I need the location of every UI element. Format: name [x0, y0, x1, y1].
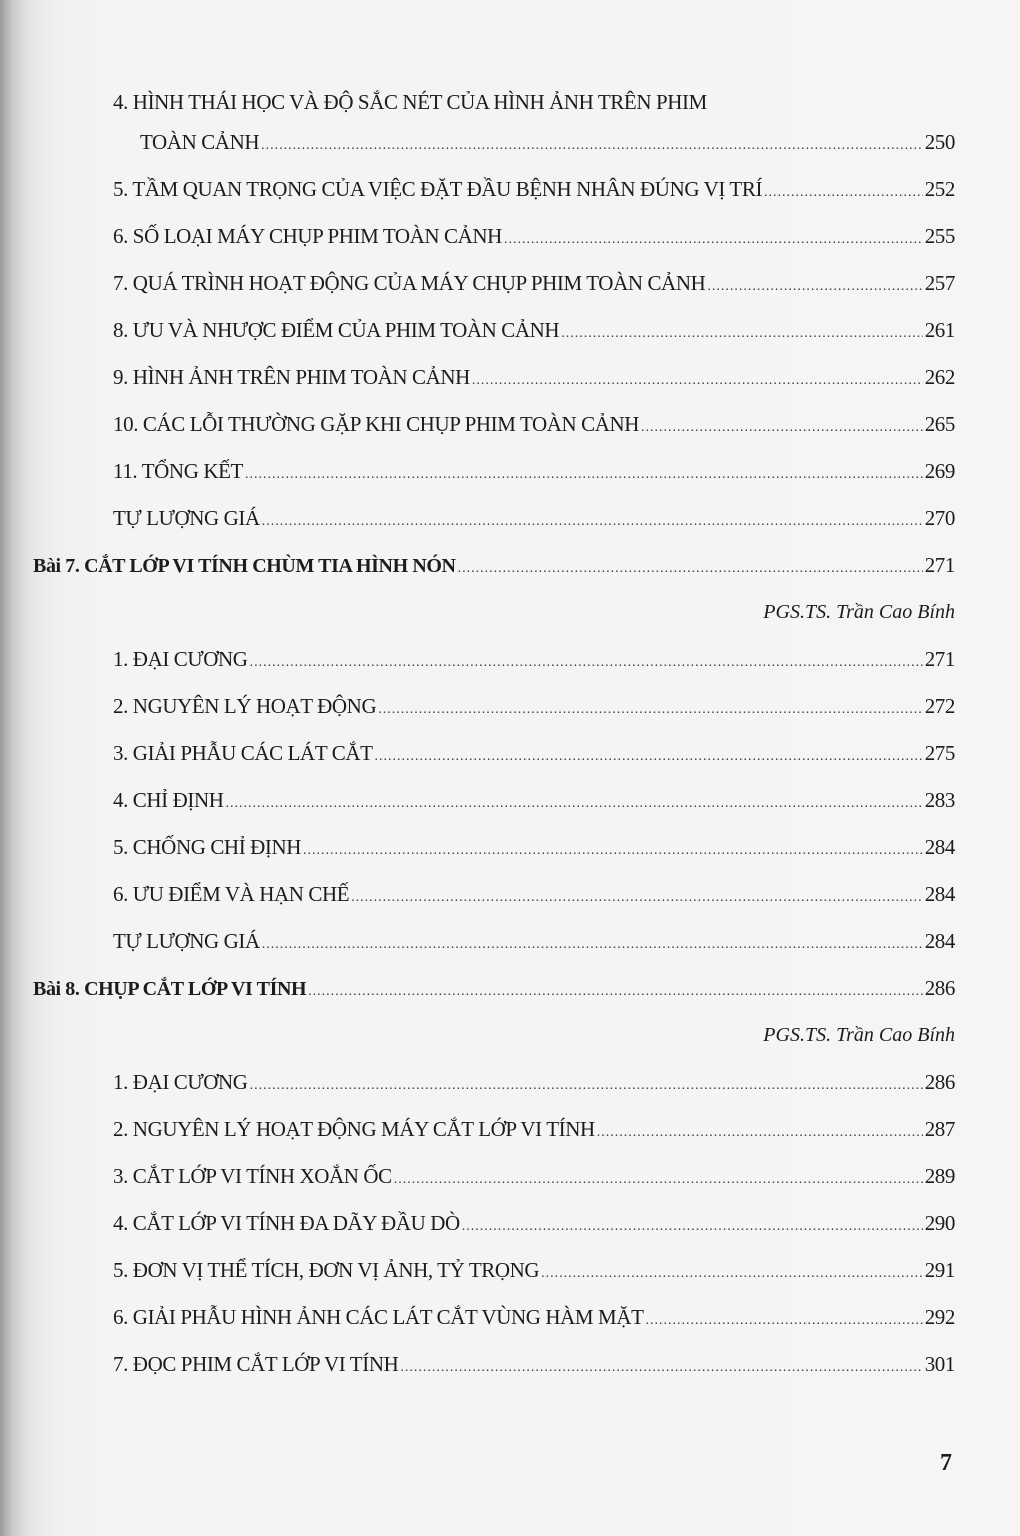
entry-title: 5. CHỐNG CHỈ ĐỊNH: [113, 835, 302, 859]
entry-title: 4. CẮT LỚP VI TÍNH ĐA DÃY ĐẦU DÒ: [113, 1211, 460, 1235]
entry-page-number: 257: [924, 271, 955, 295]
entry-page-number: 269: [924, 459, 955, 483]
leader-dots: [646, 1306, 923, 1336]
entry-page-number: 286: [924, 1070, 955, 1094]
toc-entry: [113, 926, 955, 956]
leader-dots: [641, 413, 923, 443]
leader-dots: [597, 1118, 923, 1148]
leader-dots: [226, 789, 923, 819]
leader-dots: [400, 1353, 922, 1383]
toc-entry: [113, 87, 955, 117]
toc-entry: [113, 362, 955, 392]
leader-dots: [262, 930, 923, 960]
entry-page-number: 284: [924, 835, 955, 859]
page-number: 7: [940, 1450, 952, 1476]
toc-entry: [113, 1114, 955, 1144]
toc-entry: [113, 409, 955, 439]
entry-title: Bài 8. CHỤP CẮT LỚP VI TÍNH: [33, 978, 307, 1000]
toc-entry: [113, 1302, 955, 1332]
author-credit: PGS.TS. Trần Cao Bính: [763, 1024, 955, 1046]
entry-page-number: 290: [924, 1211, 955, 1235]
entry-title: 8. ƯU VÀ NHƯỢC ĐIỂM CỦA PHIM TOÀN CẢNH: [113, 318, 560, 342]
leader-dots: [351, 883, 923, 913]
entry-page-number: 261: [924, 318, 955, 342]
leader-dots: [472, 366, 923, 396]
leader-dots: [250, 1071, 923, 1101]
entry-page-number: 291: [924, 1258, 955, 1282]
toc-entry: [113, 456, 955, 486]
entry-title: 9. HÌNH ẢNH TRÊN PHIM TOÀN CẢNH: [113, 365, 470, 389]
entry-page-number: 289: [924, 1164, 955, 1188]
entry-title: 10. CÁC LỖI THƯỜNG GẶP KHI CHỤP PHIM TOÀN CẢNH: [113, 412, 640, 436]
entry-page-number: 252: [924, 177, 955, 201]
entry-title: 11. TỔNG KẾT: [113, 459, 243, 483]
entry-title: Bài 7. CẮT LỚP VI TÍNH CHÙM TIA HÌNH NÓN: [33, 555, 456, 577]
entry-title: 5. TẦM QUAN TRỌNG CỦA VIỆC ĐẶT ĐẦU BỆNH NHÂN ĐÚNG VỊ TRÍ: [113, 177, 763, 201]
leader-dots: [261, 131, 923, 161]
entry-page-number: 271: [924, 553, 955, 577]
entry-title: 7. ĐỌC PHIM CẮT LỚP VI TÍNH: [113, 1352, 399, 1376]
leader-dots: [504, 225, 923, 255]
leader-dots: [462, 1212, 923, 1242]
toc-entry: [113, 221, 955, 251]
entry-title: 7. QUÁ TRÌNH HOẠT ĐỘNG CỦA MÁY CHỤP PHIM TOÀN CẢNH: [113, 271, 706, 295]
entry-title: 3. GIẢI PHẪU CÁC LÁT CẮT: [113, 741, 373, 765]
entry-page-number: 272: [924, 694, 955, 718]
entry-page-number: 265: [924, 412, 955, 436]
entry-page-number: 271: [924, 647, 955, 671]
toc-entry: [113, 644, 955, 674]
entry-page-number: 287: [924, 1117, 955, 1141]
leader-dots: [561, 319, 923, 349]
leader-dots: [458, 554, 923, 584]
toc-entry: [113, 268, 955, 298]
toc-entry: [113, 738, 955, 768]
entry-title: 6. SỐ LOẠI MÁY CHỤP PHIM TOÀN CẢNH: [113, 224, 502, 248]
leader-dots: [394, 1165, 923, 1195]
toc-chapter: [33, 550, 955, 580]
entry-page-number: 286: [924, 976, 955, 1000]
entry-page-number: 283: [924, 788, 955, 812]
entry-title: 4. HÌNH THÁI HỌC VÀ ĐỘ SẮC NÉT CỦA HÌNH ẢNH TRÊN PHIM: [113, 90, 707, 114]
entry-page-number: 255: [924, 224, 955, 248]
entry-page-number: 262: [924, 365, 955, 389]
leader-dots: [707, 272, 922, 302]
entry-title: 2. NGUYÊN LÝ HOẠT ĐỘNG: [113, 694, 377, 718]
toc-entry: [113, 785, 955, 815]
entry-title: 1. ĐẠI CƯƠNG: [113, 647, 248, 671]
leader-dots: [250, 648, 923, 678]
toc-entry: [140, 127, 955, 157]
entry-title: 2. NGUYÊN LÝ HOẠT ĐỘNG MÁY CẮT LỚP VI TÍNH: [113, 1117, 595, 1141]
leader-dots: [262, 507, 923, 537]
toc-entry: [113, 879, 955, 909]
entry-page-number: 301: [924, 1352, 955, 1376]
entry-title: 1. ĐẠI CƯƠNG: [113, 1070, 248, 1094]
entry-page-number: 275: [924, 741, 955, 765]
leader-dots: [764, 178, 923, 208]
entry-page-number: 292: [924, 1305, 955, 1329]
author-credit: PGS.TS. Trần Cao Bính: [763, 601, 955, 623]
entry-title: TỰ LƯỢNG GIÁ: [113, 929, 260, 953]
entry-title: 4. CHỈ ĐỊNH: [113, 788, 224, 812]
entry-title: 3. CẮT LỚP VI TÍNH XOẮN ỐC: [113, 1164, 392, 1188]
leader-dots: [541, 1259, 923, 1289]
toc-entry: [113, 315, 955, 345]
leader-dots: [245, 460, 923, 490]
entry-page-number: 284: [924, 882, 955, 906]
toc-entry: [113, 832, 955, 862]
toc-entry: [113, 691, 955, 721]
entry-page-number: 284: [924, 929, 955, 953]
toc-chapter: [33, 973, 955, 1003]
toc-entry: [113, 1255, 955, 1285]
entry-title: TỰ LƯỢNG GIÁ: [113, 506, 260, 530]
entry-page-number: 250: [924, 130, 955, 154]
toc-entry: [113, 503, 955, 533]
toc-entry: [113, 1161, 955, 1191]
toc-entry: [113, 1067, 955, 1097]
entry-page-number: 270: [924, 506, 955, 530]
leader-dots: [303, 836, 923, 866]
entry-title: 6. GIẢI PHẪU HÌNH ẢNH CÁC LÁT CẮT VÙNG HÀM MẶT: [113, 1305, 644, 1329]
toc-entry: [113, 1208, 955, 1238]
entry-title: TOÀN CẢNH: [140, 130, 260, 154]
toc-entry: [113, 174, 955, 204]
leader-dots: [378, 695, 922, 725]
leader-dots: [308, 977, 923, 1007]
entry-title: 5. ĐƠN VỊ THỂ TÍCH, ĐƠN VỊ ẢNH, TỶ TRỌNG: [113, 1258, 540, 1282]
entry-title: 6. ƯU ĐIỂM VÀ HẠN CHẾ: [113, 882, 350, 906]
toc-entry: [113, 1349, 955, 1379]
leader-dots: [375, 742, 923, 772]
